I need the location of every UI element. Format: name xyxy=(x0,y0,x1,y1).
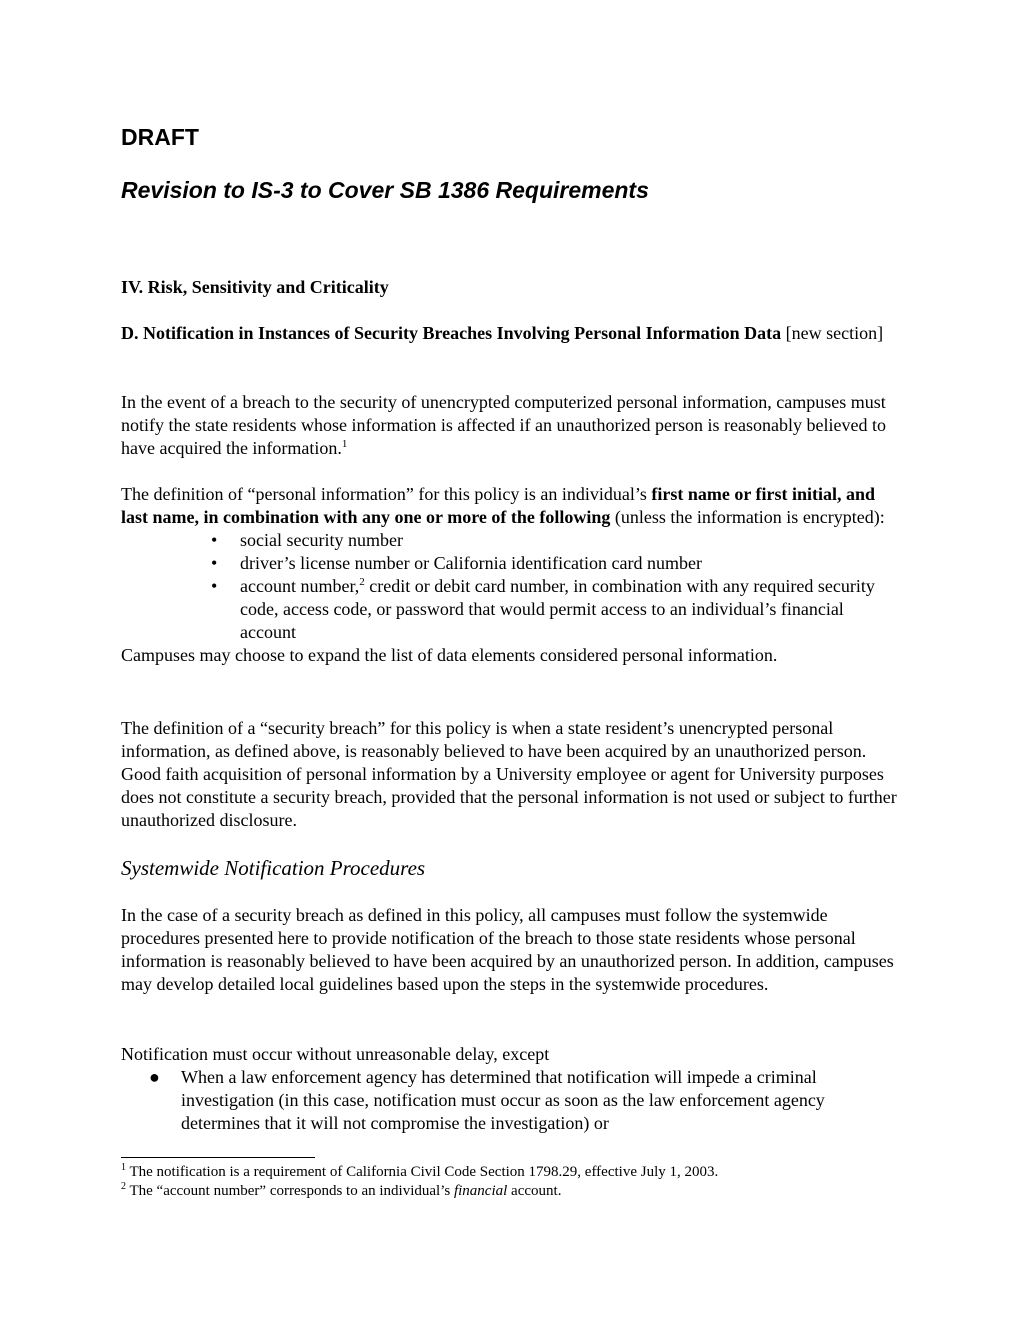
systemwide-procedures-heading: Systemwide Notification Procedures xyxy=(121,856,426,880)
data-elements-list xyxy=(121,529,903,644)
footnote-1-text: The notification is a requirement of California Civil Code Section 1798.29, effective July 1, 2003. xyxy=(126,1164,719,1180)
list-item xyxy=(121,529,903,552)
footnote-divider xyxy=(121,1157,315,1158)
list-item-text: account number, xyxy=(240,576,360,596)
list-item xyxy=(121,552,903,575)
list-item xyxy=(121,1066,903,1135)
footnote-1 xyxy=(121,1163,903,1182)
list-item-text-cont: credit or debit card number, in combination with any required security code, access code, or password that would permit access to an individual’s financial account xyxy=(240,576,875,642)
footnote-ref-2[interactable]: 2 xyxy=(359,576,365,588)
section-heading: IV. Risk, Sensitivity and Criticality xyxy=(121,277,389,297)
footnote-2-text-end: account. xyxy=(507,1183,562,1199)
subsection-heading-note: [new section] xyxy=(781,323,884,343)
draft-heading: DRAFT xyxy=(121,124,199,150)
list-item xyxy=(121,575,903,644)
notification-timing xyxy=(121,1043,903,1135)
bullet-icon: • xyxy=(211,553,218,573)
list-item-text: When a law enforcement agency has determined that notification will impede a criminal investigation (in this case, notification must occur as soon as the law enforcement agency determines that it will not compromise the investigation) or xyxy=(181,1067,825,1133)
bullet-icon: • xyxy=(211,530,218,550)
document-title: Revision to IS-3 to Cover SB 1386 Requirements xyxy=(121,177,649,203)
breach-paragraph-text: In the event of a breach to the security of unencrypted computerized personal information, campuses must notify the state residents whose information is affected if an unauthorized person is reasonably believed to have acquired the information. xyxy=(121,392,886,458)
breach-paragraph xyxy=(121,391,903,460)
footnote-2-emphasis: financial xyxy=(453,1183,508,1199)
procedures-paragraph: In the case of a security breach as defined in this policy, all campuses must follow the systemwide procedures presented here to provide notification of the breach to those state residents whose personal information is reasonably believed to have been acquired by an unauthorized person. In addition, campuses may develop detailed local guidelines based upon the steps in the systemwide procedures. xyxy=(121,905,894,994)
security-breach-definition: The definition of a “security breach” for this policy is when a state resident’s unencrypted personal information, as defined above, is reasonably believed to have been acquired by an unauthorized person. Good faith acquisition of personal information by a University employee or agent for University purposes does not constitute a security breach, provided that the personal information is not used or subject to further unauthorized disclosure. xyxy=(121,718,897,830)
footnote-1-number: 1 xyxy=(121,1162,126,1173)
bullet-icon: • xyxy=(211,576,218,596)
exceptions-list xyxy=(121,1066,903,1135)
footnote-2 xyxy=(121,1182,903,1201)
list-item-text: social security number xyxy=(240,530,403,550)
notification-timing-lead: Notification must occur without unreasonable delay, except xyxy=(121,1044,550,1064)
list-item-text: driver’s license number or California identification card number xyxy=(240,553,703,573)
footnote-2-number: 2 xyxy=(121,1181,126,1192)
expand-list-note: Campuses may choose to expand the list of data elements considered personal information. xyxy=(121,645,778,665)
definition-tail: (unless the information is encrypted): xyxy=(610,507,885,527)
subsection-heading xyxy=(121,322,903,345)
subsection-heading-bold: D. Notification in Instances of Security Breaches Involving Personal Information Data xyxy=(121,323,782,343)
footnote-2-text: The “account number” corresponds to an individual’s xyxy=(126,1183,454,1199)
bullet-icon: ● xyxy=(149,1067,160,1087)
personal-info-definition xyxy=(121,483,903,667)
definition-bold: first name or first initial, and last name, in combination with any one or more of the following xyxy=(121,484,876,527)
footnote-ref-1[interactable]: 1 xyxy=(341,438,348,450)
definition-lead: The definition of “personal information” for this policy is an individual’s xyxy=(121,484,652,504)
